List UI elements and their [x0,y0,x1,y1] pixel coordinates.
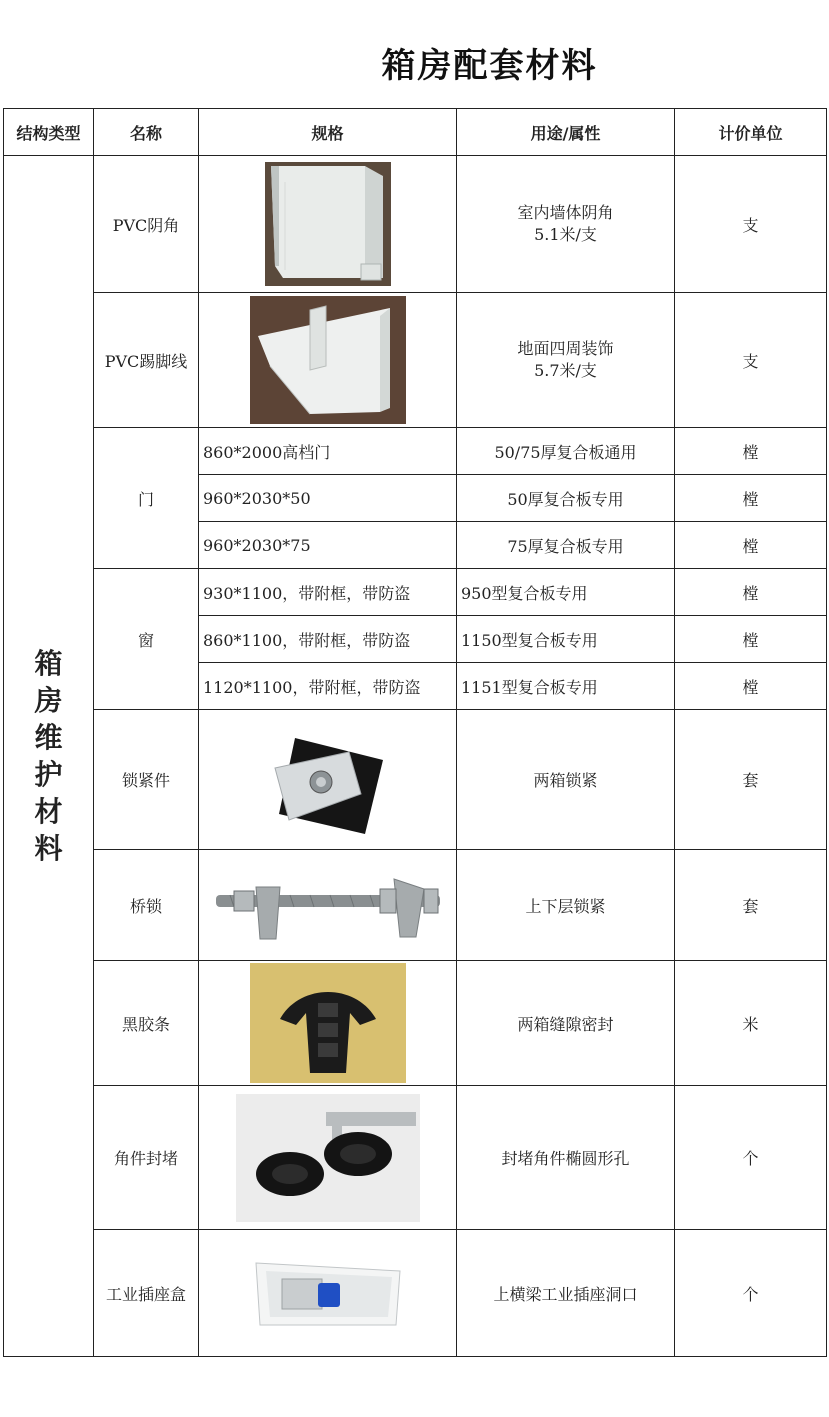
image-cell [199,710,457,850]
table-row [4,428,827,475]
lock-fastener-photo [265,724,391,836]
bridge-lock-photo [210,867,446,943]
unit-cell: 樘 [675,569,827,616]
usage-cell: 两箱缝隙密封 [457,961,675,1086]
unit-cell: 套 [675,710,827,850]
usage-cell: 两箱锁紧 [457,710,675,850]
usage-line: 地面四周装饰 [517,339,614,358]
pvc-inner-corner-photo [265,162,391,286]
usage-cell [457,156,675,293]
table-row [4,710,827,850]
spec-cell: 860*1100，带附框，带防盗 [199,616,457,663]
spec-cell: 960*2030*75 [199,522,457,569]
header-name: 名称 [94,109,199,156]
image-cell [199,156,457,293]
corner-plug-photo [236,1094,420,1222]
unit-cell: 个 [675,1230,827,1357]
unit-cell: 米 [675,961,827,1086]
materials-table [3,108,827,1357]
usage-cell: 上下层锁紧 [457,850,675,961]
unit-cell: 个 [675,1086,827,1230]
name-cell: 门 [94,428,199,569]
spec-cell: 1120*1100，带附框，带防盗 [199,663,457,710]
table-header-row [4,109,827,156]
name-cell: 工业插座盒 [94,1230,199,1357]
category-cell [4,156,94,1357]
usage-cell: 50/75厚复合板通用 [457,428,675,475]
table-row [4,156,827,293]
header-unit: 计价单位 [675,109,827,156]
usage-cell: 75厚复合板专用 [457,522,675,569]
table-row [4,1230,827,1357]
usage-cell: 上横梁工业插座洞口 [457,1230,675,1357]
usage-cell: 950型复合板专用 [457,569,675,616]
unit-cell: 樘 [675,663,827,710]
socket-box-photo [252,1257,404,1329]
name-cell: PVC阴角 [94,156,199,293]
category-char: 料 [34,832,63,865]
name-cell: 锁紧件 [94,710,199,850]
image-cell [199,1086,457,1230]
page-title: 箱房配套材料 [381,46,598,86]
category-char: 箱 [34,647,63,680]
header-usage: 用途/属性 [457,109,675,156]
image-cell [199,293,457,428]
name-cell: 角件封堵 [94,1086,199,1230]
name-cell: 黑胶条 [94,961,199,1086]
name-cell: PVC踢脚线 [94,293,199,428]
usage-line: 5.1米/支 [534,225,597,244]
usage-line: 5.7米/支 [534,361,597,380]
unit-cell: 支 [675,293,827,428]
usage-cell [457,293,675,428]
header-structure-type: 结构类型 [4,109,94,156]
image-cell [199,1230,457,1357]
header-spec: 规格 [199,109,457,156]
table-row [4,850,827,961]
unit-cell: 樘 [675,475,827,522]
usage-line: 室内墙体阴角 [517,203,614,222]
unit-cell: 樘 [675,522,827,569]
category-char: 房 [34,684,63,717]
spec-cell: 860*2000高档门 [199,428,457,475]
spec-cell: 960*2030*50 [199,475,457,522]
table-row [4,569,827,616]
table-row [4,961,827,1086]
category-char: 维 [34,721,63,754]
usage-cell: 封堵角件椭圆形孔 [457,1086,675,1230]
usage-cell: 1151型复合板专用 [457,663,675,710]
category-char: 护 [34,758,63,791]
usage-cell: 50厚复合板专用 [457,475,675,522]
name-cell: 桥锁 [94,850,199,961]
unit-cell: 套 [675,850,827,961]
unit-cell: 樘 [675,616,827,663]
image-cell [199,961,457,1086]
table-row [4,293,827,428]
pvc-skirting-photo [250,296,406,424]
table-row [4,1086,827,1230]
unit-cell: 樘 [675,428,827,475]
name-cell: 窗 [94,569,199,710]
image-cell [199,850,457,961]
spec-cell: 930*1100，带附框，带防盗 [199,569,457,616]
rubber-strip-photo [250,963,406,1083]
usage-cell: 1150型复合板专用 [457,616,675,663]
unit-cell: 支 [675,156,827,293]
category-char: 材 [34,795,63,828]
